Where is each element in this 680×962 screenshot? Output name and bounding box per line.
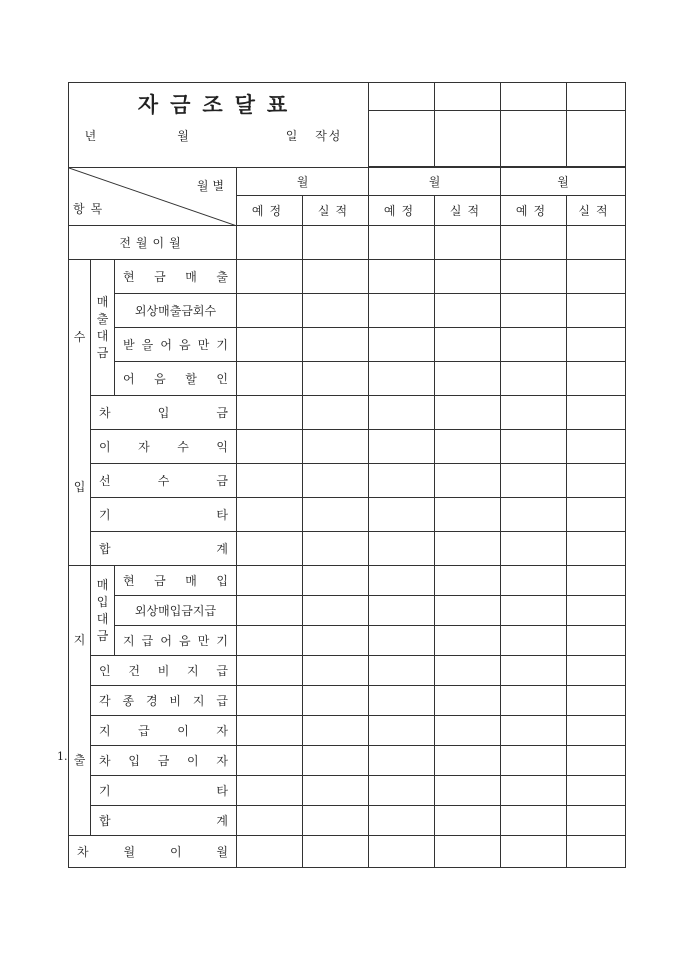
row-label-interest-paid: 지 급 이 자 — [91, 716, 237, 746]
row-label-total-in: 합 계 — [91, 532, 237, 566]
purchase-group-label — [91, 566, 115, 656]
cell[interactable] — [567, 746, 626, 776]
cell[interactable] — [501, 716, 567, 746]
cell[interactable] — [303, 836, 369, 868]
cell[interactable] — [501, 806, 567, 836]
table-row — [69, 260, 626, 294]
cell[interactable] — [303, 226, 369, 260]
table-row — [69, 656, 626, 686]
expense-vert-text: 지 출 — [73, 633, 86, 767]
cell[interactable] — [303, 328, 369, 362]
row-label-cash-sales: 현 금 매 출 — [115, 260, 237, 294]
date-line: 년 월 일 작성 — [84, 129, 343, 143]
table-row — [69, 362, 626, 396]
cell[interactable] — [303, 566, 369, 596]
row-label-advance-recv: 선 수 금 — [91, 464, 237, 498]
plan-header-2: 예정 — [369, 196, 435, 226]
cell[interactable] — [501, 656, 567, 686]
cell[interactable] — [501, 328, 567, 362]
cell[interactable] — [303, 464, 369, 498]
cell[interactable] — [237, 566, 303, 596]
cell[interactable] — [237, 226, 303, 260]
table-row — [69, 746, 626, 776]
row-label-next-carry: 차 월 이 월 — [69, 836, 237, 868]
cell[interactable] — [237, 328, 303, 362]
cell[interactable] — [369, 362, 435, 396]
cell[interactable] — [237, 746, 303, 776]
cell[interactable] — [303, 260, 369, 294]
cell[interactable] — [237, 362, 303, 396]
cell[interactable] — [237, 806, 303, 836]
corner-header — [69, 168, 237, 226]
cell[interactable] — [501, 294, 567, 328]
cell[interactable] — [237, 596, 303, 626]
sales-group-label — [91, 260, 115, 396]
row-label-notes-discount: 어 음 할 인 — [115, 362, 237, 396]
row-label-labor-pay: 인 건 비 지 급 — [91, 656, 237, 686]
page-title: 자금조달표 — [137, 92, 300, 117]
cell[interactable] — [501, 464, 567, 498]
approval-box-4-top[interactable] — [567, 83, 626, 111]
cell[interactable] — [501, 498, 567, 532]
cell[interactable] — [303, 806, 369, 836]
cell[interactable] — [567, 716, 626, 746]
cell[interactable] — [501, 836, 567, 868]
row-label-prev-carry: 전월이월 — [69, 226, 237, 260]
cell[interactable] — [567, 626, 626, 656]
cell[interactable] — [501, 226, 567, 260]
cell[interactable] — [435, 396, 501, 430]
row-label-other-in: 기 타 — [91, 498, 237, 532]
cell[interactable] — [435, 532, 501, 566]
cell[interactable] — [237, 464, 303, 498]
cell[interactable] — [303, 716, 369, 746]
cell[interactable] — [369, 430, 435, 464]
cell[interactable] — [303, 532, 369, 566]
cell[interactable] — [567, 498, 626, 532]
approval-box-2[interactable] — [435, 111, 501, 167]
table-row — [69, 596, 626, 626]
cell[interactable] — [435, 716, 501, 746]
cell[interactable] — [567, 430, 626, 464]
cell[interactable] — [501, 430, 567, 464]
cell[interactable] — [501, 746, 567, 776]
table-row — [69, 686, 626, 716]
cell[interactable] — [435, 430, 501, 464]
month-header-2: 월 — [369, 168, 501, 196]
table-row — [69, 430, 626, 464]
cell[interactable] — [435, 226, 501, 260]
cell[interactable] — [435, 498, 501, 532]
cell[interactable] — [303, 396, 369, 430]
cell[interactable] — [567, 396, 626, 430]
table-row — [69, 532, 626, 566]
cell[interactable] — [567, 328, 626, 362]
table-row — [69, 464, 626, 498]
cell[interactable] — [501, 260, 567, 294]
cell[interactable] — [501, 532, 567, 566]
table-row — [69, 566, 626, 596]
expense-group-label — [69, 566, 91, 836]
row-label-interest-income: 이 자 수 익 — [91, 430, 237, 464]
approval-box-2-top[interactable] — [435, 83, 501, 111]
cell[interactable] — [369, 396, 435, 430]
cell[interactable] — [369, 716, 435, 746]
cell[interactable] — [567, 294, 626, 328]
month-header-1: 월 — [237, 168, 369, 196]
cell[interactable] — [567, 836, 626, 868]
cell[interactable] — [501, 362, 567, 396]
row-label-ap-pay: 외상매입금지급 — [115, 596, 237, 626]
cell[interactable] — [369, 260, 435, 294]
cell[interactable] — [369, 776, 435, 806]
cell[interactable] — [567, 260, 626, 294]
approval-box-1[interactable] — [369, 111, 435, 167]
cell[interactable] — [369, 686, 435, 716]
cell[interactable] — [435, 596, 501, 626]
table-row — [69, 716, 626, 746]
cell[interactable] — [435, 746, 501, 776]
cell[interactable] — [303, 746, 369, 776]
cell[interactable] — [303, 776, 369, 806]
row-label-borrowing: 차 입 금 — [91, 396, 237, 430]
cell[interactable] — [369, 746, 435, 776]
cell[interactable] — [435, 362, 501, 396]
cell[interactable] — [237, 836, 303, 868]
plan-header-1: 예정 — [237, 196, 303, 226]
cell[interactable] — [501, 626, 567, 656]
cell[interactable] — [567, 656, 626, 686]
table-row — [69, 806, 626, 836]
cell[interactable] — [567, 566, 626, 596]
cell[interactable] — [237, 532, 303, 566]
cell[interactable] — [435, 626, 501, 656]
cell[interactable] — [303, 626, 369, 656]
cell[interactable] — [567, 776, 626, 806]
cell[interactable] — [501, 686, 567, 716]
row-label-other-out: 기 타 — [91, 776, 237, 806]
cell[interactable] — [369, 498, 435, 532]
cell[interactable] — [435, 806, 501, 836]
cell[interactable] — [369, 656, 435, 686]
cell[interactable] — [435, 656, 501, 686]
table-row — [69, 294, 626, 328]
cell[interactable] — [369, 806, 435, 836]
cell[interactable] — [369, 328, 435, 362]
corner-bottom-label: 항목 — [73, 202, 109, 216]
row-label-notes-recv: 받 을 어 음 만 기 — [115, 328, 237, 362]
cell[interactable] — [237, 294, 303, 328]
cell[interactable] — [303, 596, 369, 626]
cell[interactable] — [435, 294, 501, 328]
funding-table — [68, 82, 626, 868]
cell[interactable] — [303, 430, 369, 464]
cell[interactable] — [435, 836, 501, 868]
cell[interactable] — [303, 362, 369, 396]
cell[interactable] — [501, 776, 567, 806]
cell[interactable] — [369, 596, 435, 626]
cell[interactable] — [303, 294, 369, 328]
table-row — [69, 328, 626, 362]
cell[interactable] — [237, 716, 303, 746]
date-suffix: 작성 — [315, 129, 343, 143]
cell[interactable] — [567, 686, 626, 716]
cell[interactable] — [567, 596, 626, 626]
approval-box-4[interactable] — [567, 111, 626, 167]
cell[interactable] — [567, 464, 626, 498]
approval-box-3-top[interactable] — [501, 83, 567, 111]
cell[interactable] — [369, 532, 435, 566]
cell[interactable] — [567, 806, 626, 836]
cell[interactable] — [501, 596, 567, 626]
cell[interactable] — [303, 686, 369, 716]
actual-header-2: 실적 — [435, 196, 501, 226]
approval-box-1-top[interactable] — [369, 83, 435, 111]
cell[interactable] — [237, 396, 303, 430]
cell[interactable] — [237, 776, 303, 806]
cell[interactable] — [369, 566, 435, 596]
row-label-total-out: 합 계 — [91, 806, 237, 836]
corner-top-label: 월별 — [196, 179, 228, 193]
cell[interactable] — [237, 430, 303, 464]
cell[interactable] — [303, 656, 369, 686]
cell[interactable] — [237, 686, 303, 716]
table-row — [69, 836, 626, 868]
month-header-3: 월 — [501, 168, 626, 196]
table-row — [69, 498, 626, 532]
cell[interactable] — [237, 260, 303, 294]
cell[interactable] — [237, 498, 303, 532]
cell[interactable] — [567, 532, 626, 566]
cell[interactable] — [435, 328, 501, 362]
row-label-notes-pay: 지 급 어 음 만 기 — [115, 626, 237, 656]
title-cell — [69, 83, 369, 168]
cell[interactable] — [435, 776, 501, 806]
cell[interactable] — [501, 396, 567, 430]
cell[interactable] — [237, 656, 303, 686]
cell[interactable] — [303, 498, 369, 532]
cell[interactable] — [369, 626, 435, 656]
actual-header-1: 실적 — [303, 196, 369, 226]
cell[interactable] — [237, 626, 303, 656]
row-label-misc-exp: 각 종 경 비 지 급 — [91, 686, 237, 716]
cell[interactable] — [501, 566, 567, 596]
sales-vert-text: 매 출 대 금 — [96, 294, 109, 360]
cell[interactable] — [435, 686, 501, 716]
cell[interactable] — [567, 226, 626, 260]
cell[interactable] — [369, 464, 435, 498]
actual-header-3: 실적 — [567, 196, 626, 226]
cell[interactable] — [435, 260, 501, 294]
row-label-borrow-interest: 차 입 금 이 자 — [91, 746, 237, 776]
purchase-vert-text: 매 입 대 금 — [96, 577, 109, 643]
income-vert-text: 수 입 — [73, 330, 86, 494]
table-row — [69, 396, 626, 430]
cell[interactable] — [567, 362, 626, 396]
income-group-label — [69, 260, 91, 566]
cell[interactable] — [369, 836, 435, 868]
table-row — [69, 226, 626, 260]
row-label-cash-purchase: 현 금 매 입 — [115, 566, 237, 596]
plan-header-3: 예정 — [501, 196, 567, 226]
row-label-ar-collect: 외상매출금회수 — [115, 294, 237, 328]
side-number: 1. — [57, 750, 68, 763]
approval-box-3[interactable] — [501, 111, 567, 167]
cell[interactable] — [435, 464, 501, 498]
cell[interactable] — [435, 566, 501, 596]
cell[interactable] — [369, 294, 435, 328]
cell[interactable] — [369, 226, 435, 260]
table-row — [69, 626, 626, 656]
table-row — [69, 776, 626, 806]
